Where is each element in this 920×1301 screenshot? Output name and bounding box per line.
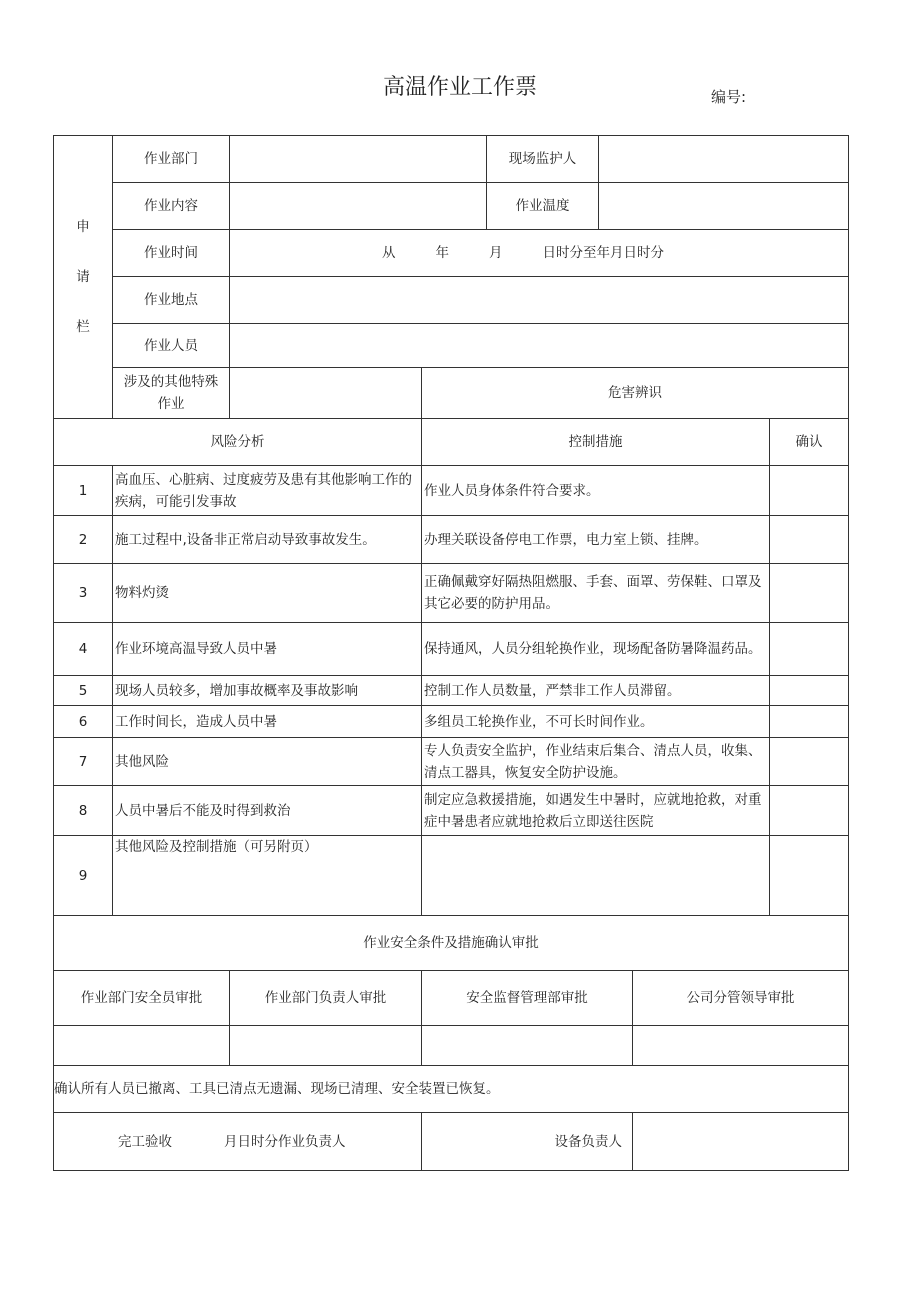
risk-number: 4 <box>54 623 113 676</box>
control-measure: 多组员工轮换作业，不可长时间作业。 <box>422 706 770 738</box>
risk-confirm-field[interactable] <box>770 516 849 564</box>
approval-col: 作业部门负责人审批 <box>230 971 422 1026</box>
risk-number: 1 <box>54 466 113 516</box>
time-rest: 日时分至年月日时分 <box>542 245 664 261</box>
guardian-label: 现场监护人 <box>487 136 599 183</box>
risk-confirm-field[interactable] <box>770 564 849 623</box>
dept-field[interactable] <box>230 136 487 183</box>
special-work-label: 涉及的其他特殊作业 <box>113 368 230 419</box>
risk-confirm-field[interactable] <box>770 623 849 676</box>
completion-label: 完工验收 <box>118 1133 172 1150</box>
section-char: 请 <box>76 269 90 285</box>
place-field[interactable] <box>230 277 849 324</box>
control-measure: 制定应急救援措施，如遇发生中暑时，应就地抢救，对重症中暑患者应就地抢救后立即送往医院 <box>422 786 770 836</box>
approval-signature-field[interactable] <box>230 1026 422 1066</box>
risk-header: 风险分析 <box>54 419 422 466</box>
content-field[interactable] <box>230 183 487 230</box>
confirm-restoration-text: 确认所有人员已撤离、工具已清点无遗漏、现场已清理、安全装置已恢复。 <box>54 1066 849 1113</box>
temp-field[interactable] <box>599 183 849 230</box>
section-char: 栏 <box>76 319 90 335</box>
content-label: 作业内容 <box>113 183 230 230</box>
control-measure: 控制工作人员数量，严禁非工作人员滞留。 <box>422 676 770 706</box>
confirm-header: 确认 <box>770 419 849 466</box>
risk-description: 作业环境高温导致人员中暑 <box>113 623 422 676</box>
equipment-owner-field[interactable] <box>633 1113 849 1171</box>
hazard-label: 危害辨识 <box>422 368 849 419</box>
dept-label: 作业部门 <box>113 136 230 183</box>
completion-time-owner: 月日时分作业负责人 <box>224 1133 346 1150</box>
equipment-owner-label: 设备负责人 <box>422 1113 633 1171</box>
risk-description: 高血压、心脏病、过度疲劳及患有其他影响工作的疾病，可能引发事故 <box>113 466 422 516</box>
risk-confirm-field[interactable] <box>770 836 849 916</box>
approval-col: 作业部门安全员审批 <box>54 971 230 1026</box>
control-header: 控制措施 <box>422 419 770 466</box>
risk-confirm-field[interactable] <box>770 676 849 706</box>
control-measure: 保持通风，人员分组轮换作业，现场配备防暑降温药品。 <box>422 623 770 676</box>
risk-number: 2 <box>54 516 113 564</box>
guardian-field[interactable] <box>599 136 849 183</box>
risk-description: 其他风险 <box>113 738 422 786</box>
risk-confirm-field[interactable] <box>770 706 849 738</box>
risk-description: 工作时间长，造成人员中暑 <box>113 706 422 738</box>
section-char: 申 <box>76 219 90 235</box>
risk-number: 7 <box>54 738 113 786</box>
risk-description: 物料灼烫 <box>113 564 422 623</box>
risk-number: 3 <box>54 564 113 623</box>
risk-number: 5 <box>54 676 113 706</box>
risk-description: 其他风险及控制措施（可另附页） <box>113 836 422 916</box>
risk-number: 9 <box>54 836 113 916</box>
time-field[interactable] <box>230 230 849 277</box>
special-work-field[interactable] <box>230 368 422 419</box>
place-label: 作业地点 <box>113 277 230 324</box>
time-month: 月 <box>489 245 503 261</box>
risk-confirm-field[interactable] <box>770 466 849 516</box>
risk-number: 8 <box>54 786 113 836</box>
risk-description: 现场人员较多，增加事故概率及事故影响 <box>113 676 422 706</box>
temp-label: 作业温度 <box>487 183 599 230</box>
approval-signature-field[interactable] <box>422 1026 633 1066</box>
control-measure: 作业人员身体条件符合要求。 <box>422 466 770 516</box>
staff-field[interactable] <box>230 324 849 368</box>
control-measure: 正确佩戴穿好隔热阻燃服、手套、面罩、劳保鞋、口罩及其它必要的防护用品。 <box>422 564 770 623</box>
control-measure: 专人负责安全监护，作业结束后集合、清点人员，收集、清点工器具，恢复安全防护设施。 <box>422 738 770 786</box>
approval-col: 公司分管领导审批 <box>633 971 849 1026</box>
time-year: 年 <box>435 245 449 261</box>
risk-confirm-field[interactable] <box>770 786 849 836</box>
risk-description: 施工过程中,设备非正常启动导致事故发生。 <box>113 516 422 564</box>
page-title: 高温作业工作票 <box>382 75 537 100</box>
application-section-label <box>54 136 113 419</box>
time-from: 从 <box>382 245 396 261</box>
control-measure: 办理关联设备停电工作票，电力室上锁、挂牌。 <box>422 516 770 564</box>
approval-signature-field[interactable] <box>54 1026 230 1066</box>
approval-title: 作业安全条件及措施确认审批 <box>54 916 849 971</box>
staff-label: 作业人员 <box>113 324 230 368</box>
risk-confirm-field[interactable] <box>770 738 849 786</box>
completion-cell <box>54 1113 422 1171</box>
work-permit-table <box>53 135 849 1171</box>
risk-number: 6 <box>54 706 113 738</box>
approval-signature-field[interactable] <box>633 1026 849 1066</box>
serial-number-label: 编号: <box>711 88 747 106</box>
time-label: 作业时间 <box>113 230 230 277</box>
risk-description: 人员中暑后不能及时得到救治 <box>113 786 422 836</box>
approval-col: 安全监督管理部审批 <box>422 971 633 1026</box>
control-measure <box>422 836 770 916</box>
